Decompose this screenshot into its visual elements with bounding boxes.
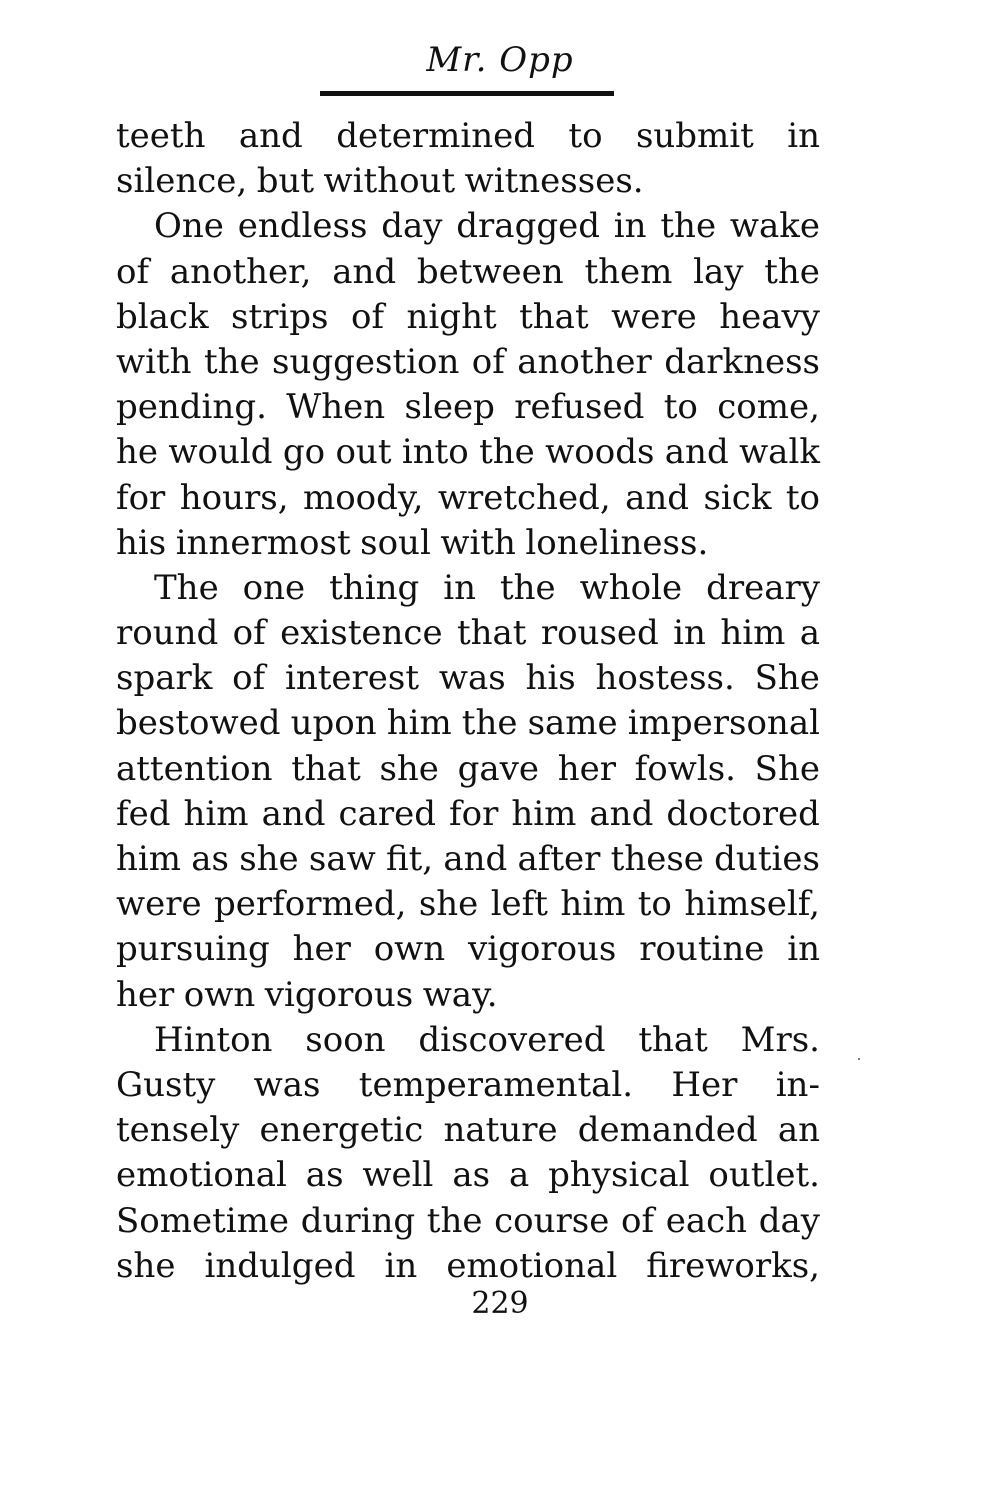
word: the xyxy=(660,206,717,247)
word: temperamental. xyxy=(358,1064,634,1105)
word: her xyxy=(116,974,175,1015)
word: woods xyxy=(545,432,655,473)
word: that xyxy=(456,613,527,654)
word: was xyxy=(438,658,506,699)
word: routine xyxy=(639,929,765,970)
word: for xyxy=(449,793,499,834)
word: in xyxy=(384,1245,418,1286)
word: the xyxy=(426,1200,483,1241)
word: emotional xyxy=(446,1245,618,1286)
word: strips xyxy=(231,296,329,337)
word: spark xyxy=(116,658,213,699)
word: him xyxy=(116,839,182,879)
word: him xyxy=(720,613,786,654)
text-line xyxy=(116,792,820,837)
word: The xyxy=(154,567,219,608)
word: a xyxy=(799,613,820,654)
word: round xyxy=(116,613,219,654)
text-line xyxy=(116,476,820,521)
word: Hinton xyxy=(154,1019,273,1060)
word: submit xyxy=(635,116,754,156)
word: the xyxy=(461,703,518,744)
word: way. xyxy=(422,974,498,1015)
word: and xyxy=(443,839,508,879)
word: black xyxy=(116,296,209,337)
word: She xyxy=(754,748,820,789)
word: vigorous xyxy=(264,974,414,1015)
word: his xyxy=(525,658,576,699)
word: were xyxy=(611,296,697,337)
text-line xyxy=(116,521,820,566)
text-line xyxy=(116,295,820,340)
word: and xyxy=(589,793,654,834)
word: soul xyxy=(360,522,431,563)
word: physical xyxy=(548,1155,690,1196)
body-text xyxy=(116,114,820,1289)
word: One xyxy=(154,206,224,247)
word: day xyxy=(381,206,443,247)
word: impersonal xyxy=(627,703,820,744)
word: of xyxy=(350,296,385,337)
word: after xyxy=(517,839,601,879)
text-line xyxy=(116,385,820,430)
page-number: 229 xyxy=(471,1286,529,1321)
text-line xyxy=(116,1108,820,1153)
word: for xyxy=(116,477,166,518)
header-rule xyxy=(320,91,614,96)
word: sick xyxy=(703,477,772,518)
word: Mrs. xyxy=(740,1019,820,1060)
word: himself, xyxy=(684,884,820,925)
word: energetic xyxy=(259,1110,424,1151)
word: tensely xyxy=(116,1110,240,1151)
word: own xyxy=(373,929,446,970)
word: between xyxy=(416,251,564,292)
word: thing xyxy=(329,567,420,608)
word: to xyxy=(663,387,698,428)
word: of xyxy=(232,613,266,654)
word: and xyxy=(332,251,397,292)
word: teeth xyxy=(116,116,206,156)
word: discovered xyxy=(418,1019,606,1060)
word: silence, xyxy=(116,161,248,202)
word: fireworks, xyxy=(646,1245,820,1286)
word: whole xyxy=(579,567,683,608)
word: during xyxy=(300,1200,416,1241)
word: out xyxy=(335,432,392,473)
word: and xyxy=(238,116,303,156)
word: him xyxy=(386,703,452,744)
text-line xyxy=(116,1244,820,1289)
word: in xyxy=(613,206,647,247)
word: the xyxy=(203,341,260,382)
text-line xyxy=(116,927,820,972)
word: nature xyxy=(443,1110,558,1151)
word: him xyxy=(560,884,626,925)
word: lay xyxy=(693,251,744,292)
word: with xyxy=(440,522,516,563)
word: attention xyxy=(116,748,273,789)
word: each xyxy=(665,1200,748,1241)
text-line xyxy=(116,1153,820,1198)
word: of xyxy=(471,341,505,382)
word: sleep xyxy=(404,387,495,428)
word: to xyxy=(785,477,820,518)
word: to xyxy=(568,116,603,156)
text-line xyxy=(116,204,820,249)
text-line xyxy=(116,250,820,295)
word: him xyxy=(511,793,577,834)
word: saw xyxy=(308,839,376,879)
word: interest xyxy=(285,658,420,699)
word: with xyxy=(116,341,192,382)
word: hostess. xyxy=(595,658,735,699)
word: his xyxy=(116,522,167,563)
word: was xyxy=(253,1064,321,1105)
text-line xyxy=(116,1063,820,1108)
word: suggestion xyxy=(272,341,460,382)
word: an xyxy=(777,1110,820,1151)
word: one xyxy=(242,567,306,608)
word: dragged xyxy=(456,206,600,247)
running-head: Mr. Opp xyxy=(426,40,574,80)
word: course xyxy=(494,1200,610,1241)
word: as xyxy=(452,1155,491,1196)
word: but xyxy=(256,161,315,202)
word: innermost xyxy=(175,522,351,563)
word: these xyxy=(610,839,704,879)
word: performed, xyxy=(214,884,407,925)
word: that xyxy=(291,748,361,789)
word: own xyxy=(183,974,256,1015)
word: walk xyxy=(739,432,820,473)
word: pursuing xyxy=(116,929,270,970)
word: were xyxy=(116,884,202,925)
word: of xyxy=(621,1200,655,1241)
word: demanded xyxy=(577,1110,758,1151)
word: fed xyxy=(116,793,171,834)
word: dreary xyxy=(706,567,820,608)
word: left xyxy=(490,884,548,925)
word: witnesses. xyxy=(464,161,644,202)
word: roused xyxy=(540,613,659,654)
word: wake xyxy=(729,206,820,247)
word: another xyxy=(517,341,652,382)
word: to xyxy=(637,884,672,925)
word: her xyxy=(292,929,351,970)
word: the xyxy=(479,432,535,473)
word: emotional xyxy=(116,1155,287,1196)
word: refused xyxy=(514,387,645,428)
text-line xyxy=(116,656,820,701)
text-line xyxy=(116,430,820,475)
text-line xyxy=(116,973,820,1018)
text-line xyxy=(116,114,820,159)
word: without xyxy=(323,161,456,202)
word: a xyxy=(508,1155,530,1196)
word: the xyxy=(499,567,556,608)
word: gave xyxy=(457,748,539,789)
word: in- xyxy=(775,1064,820,1105)
word: Gusty xyxy=(116,1064,216,1105)
word: determined xyxy=(336,116,536,156)
word: fowls. xyxy=(634,748,736,789)
word: that xyxy=(519,296,589,337)
word: upon xyxy=(290,703,377,744)
word: in xyxy=(443,567,476,608)
word: and xyxy=(664,432,729,473)
word: soon xyxy=(305,1019,386,1060)
word: vigorous xyxy=(468,929,617,970)
word: as xyxy=(191,839,229,879)
word: in xyxy=(787,929,820,970)
word: she xyxy=(418,884,479,925)
word: She xyxy=(754,658,820,699)
word: come, xyxy=(717,387,820,428)
word: duties xyxy=(714,839,820,879)
text-line xyxy=(116,882,820,927)
word: day xyxy=(758,1200,820,1241)
word: she xyxy=(116,1245,176,1286)
text-line xyxy=(116,1199,820,1244)
word: him xyxy=(183,793,249,834)
word: darkness xyxy=(664,341,820,382)
word: them xyxy=(584,251,673,292)
text-line xyxy=(116,1018,820,1063)
word: into xyxy=(401,432,469,473)
word: that xyxy=(638,1019,708,1060)
word: would xyxy=(168,432,273,473)
text-line xyxy=(116,747,820,792)
text-line xyxy=(116,566,820,611)
word: and xyxy=(625,477,690,518)
word: he xyxy=(116,432,159,473)
word: of xyxy=(116,251,150,292)
word: same xyxy=(527,703,618,744)
word: and xyxy=(261,793,326,834)
word: another, xyxy=(169,251,312,292)
word: fit, xyxy=(385,839,434,879)
print-speck xyxy=(858,1058,860,1060)
word: in xyxy=(673,613,706,654)
word: she xyxy=(239,839,299,879)
word: as xyxy=(305,1155,344,1196)
word: night xyxy=(406,296,497,337)
word: of xyxy=(232,658,266,699)
word: moody, xyxy=(302,477,424,518)
word: When xyxy=(286,387,386,428)
word: the xyxy=(764,251,820,292)
text-line xyxy=(116,159,820,204)
word: wretched, xyxy=(437,477,611,518)
word: pending. xyxy=(116,387,267,428)
word: her xyxy=(557,748,616,789)
word: existence xyxy=(280,613,443,654)
word: outlet. xyxy=(708,1155,820,1196)
word: Sometime xyxy=(116,1200,290,1241)
word: doctored xyxy=(666,793,820,834)
text-line xyxy=(116,611,820,656)
word: endless xyxy=(237,206,368,247)
text-line xyxy=(116,837,820,882)
word: loneliness. xyxy=(525,522,709,563)
word: in xyxy=(787,116,820,156)
word: bestowed xyxy=(116,703,281,744)
text-line xyxy=(116,340,820,385)
word: cared xyxy=(338,793,436,834)
word: Her xyxy=(671,1064,738,1105)
word: go xyxy=(282,432,326,473)
word: indulged xyxy=(204,1245,356,1286)
word: well xyxy=(362,1155,434,1196)
word: heavy xyxy=(719,296,820,337)
word: she xyxy=(379,748,439,789)
text-line xyxy=(116,701,820,746)
word: hours, xyxy=(179,477,289,518)
